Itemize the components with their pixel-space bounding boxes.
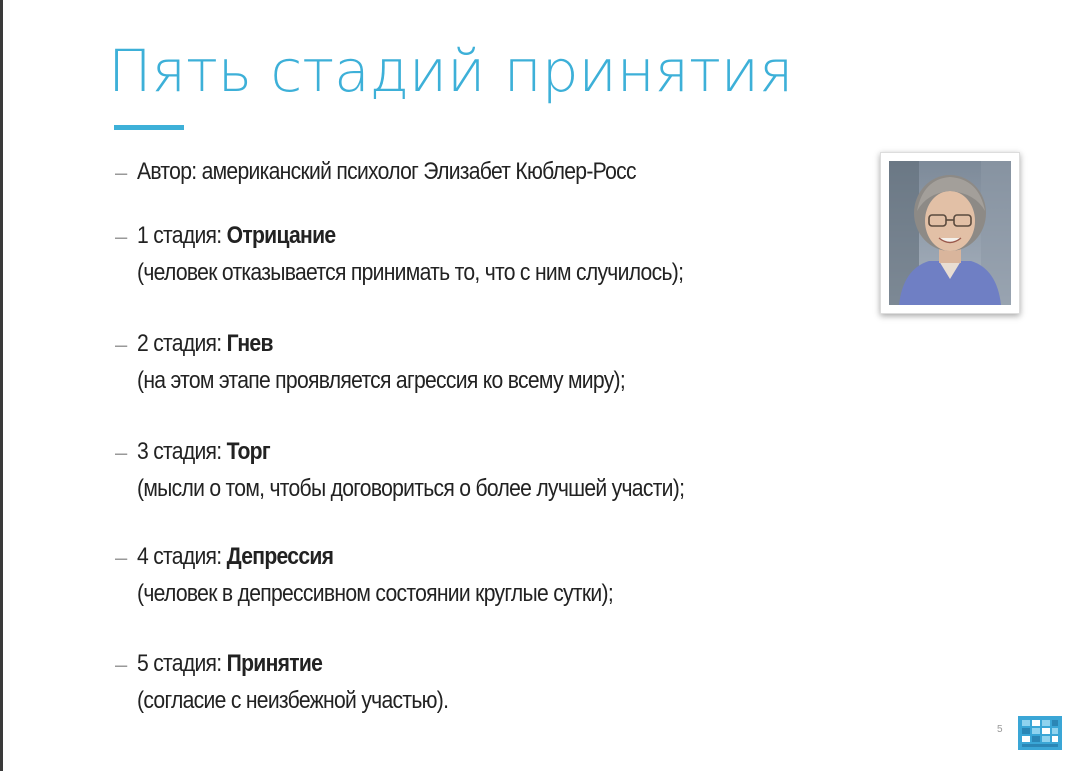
stage-description: (согласие с неизбежной участью). xyxy=(137,687,449,714)
stage-description: (мысли о том, чтобы договориться о более лучшей участи); xyxy=(137,475,685,502)
stage-prefix: 4 стадия: xyxy=(137,543,227,570)
stage-description: (человек отказывается принимать то, что с ним случилось); xyxy=(137,259,684,286)
stage-heading xyxy=(137,543,333,571)
window-left-border xyxy=(0,0,3,771)
stage-heading xyxy=(137,650,322,678)
stage-prefix: 1 стадия: xyxy=(137,222,227,249)
bullet-dash: – xyxy=(115,224,128,249)
stage-description: (на этом этапе проявляется агрессия ко всему миру); xyxy=(137,367,626,394)
stage-prefix: 3 стадия: xyxy=(137,438,227,465)
stage-name: Гнев xyxy=(226,330,273,357)
stage-prefix: 5 стадия: xyxy=(137,650,227,677)
bullet-dash: – xyxy=(115,440,128,465)
stage-description: (человек в депрессивном состоянии круглые сутки); xyxy=(137,580,613,607)
bullet-dash: – xyxy=(115,160,128,185)
title-underline xyxy=(114,125,184,130)
bullet-dash: – xyxy=(115,332,128,357)
slide-title: Пять стадий принятия xyxy=(108,37,794,105)
stage-heading xyxy=(137,438,270,466)
stage-heading xyxy=(137,330,273,358)
stage-name: Отрицание xyxy=(226,222,336,249)
slideshare-logo-icon xyxy=(1018,716,1062,750)
stage-prefix: 2 стадия: xyxy=(137,330,227,357)
stage-name: Депрессия xyxy=(226,543,334,570)
portrait-photo xyxy=(880,152,1020,314)
bullet-dash: – xyxy=(115,545,128,570)
stage-name: Принятие xyxy=(226,650,323,677)
bullet-dash: – xyxy=(115,652,128,677)
author-text: Автор: американский психолог Элизабет Кюблер-Росс xyxy=(137,158,636,185)
page-number: 5 xyxy=(997,724,1003,735)
stage-name: Торг xyxy=(226,438,270,465)
stage-heading xyxy=(137,222,335,250)
portrait-image xyxy=(889,161,1011,305)
